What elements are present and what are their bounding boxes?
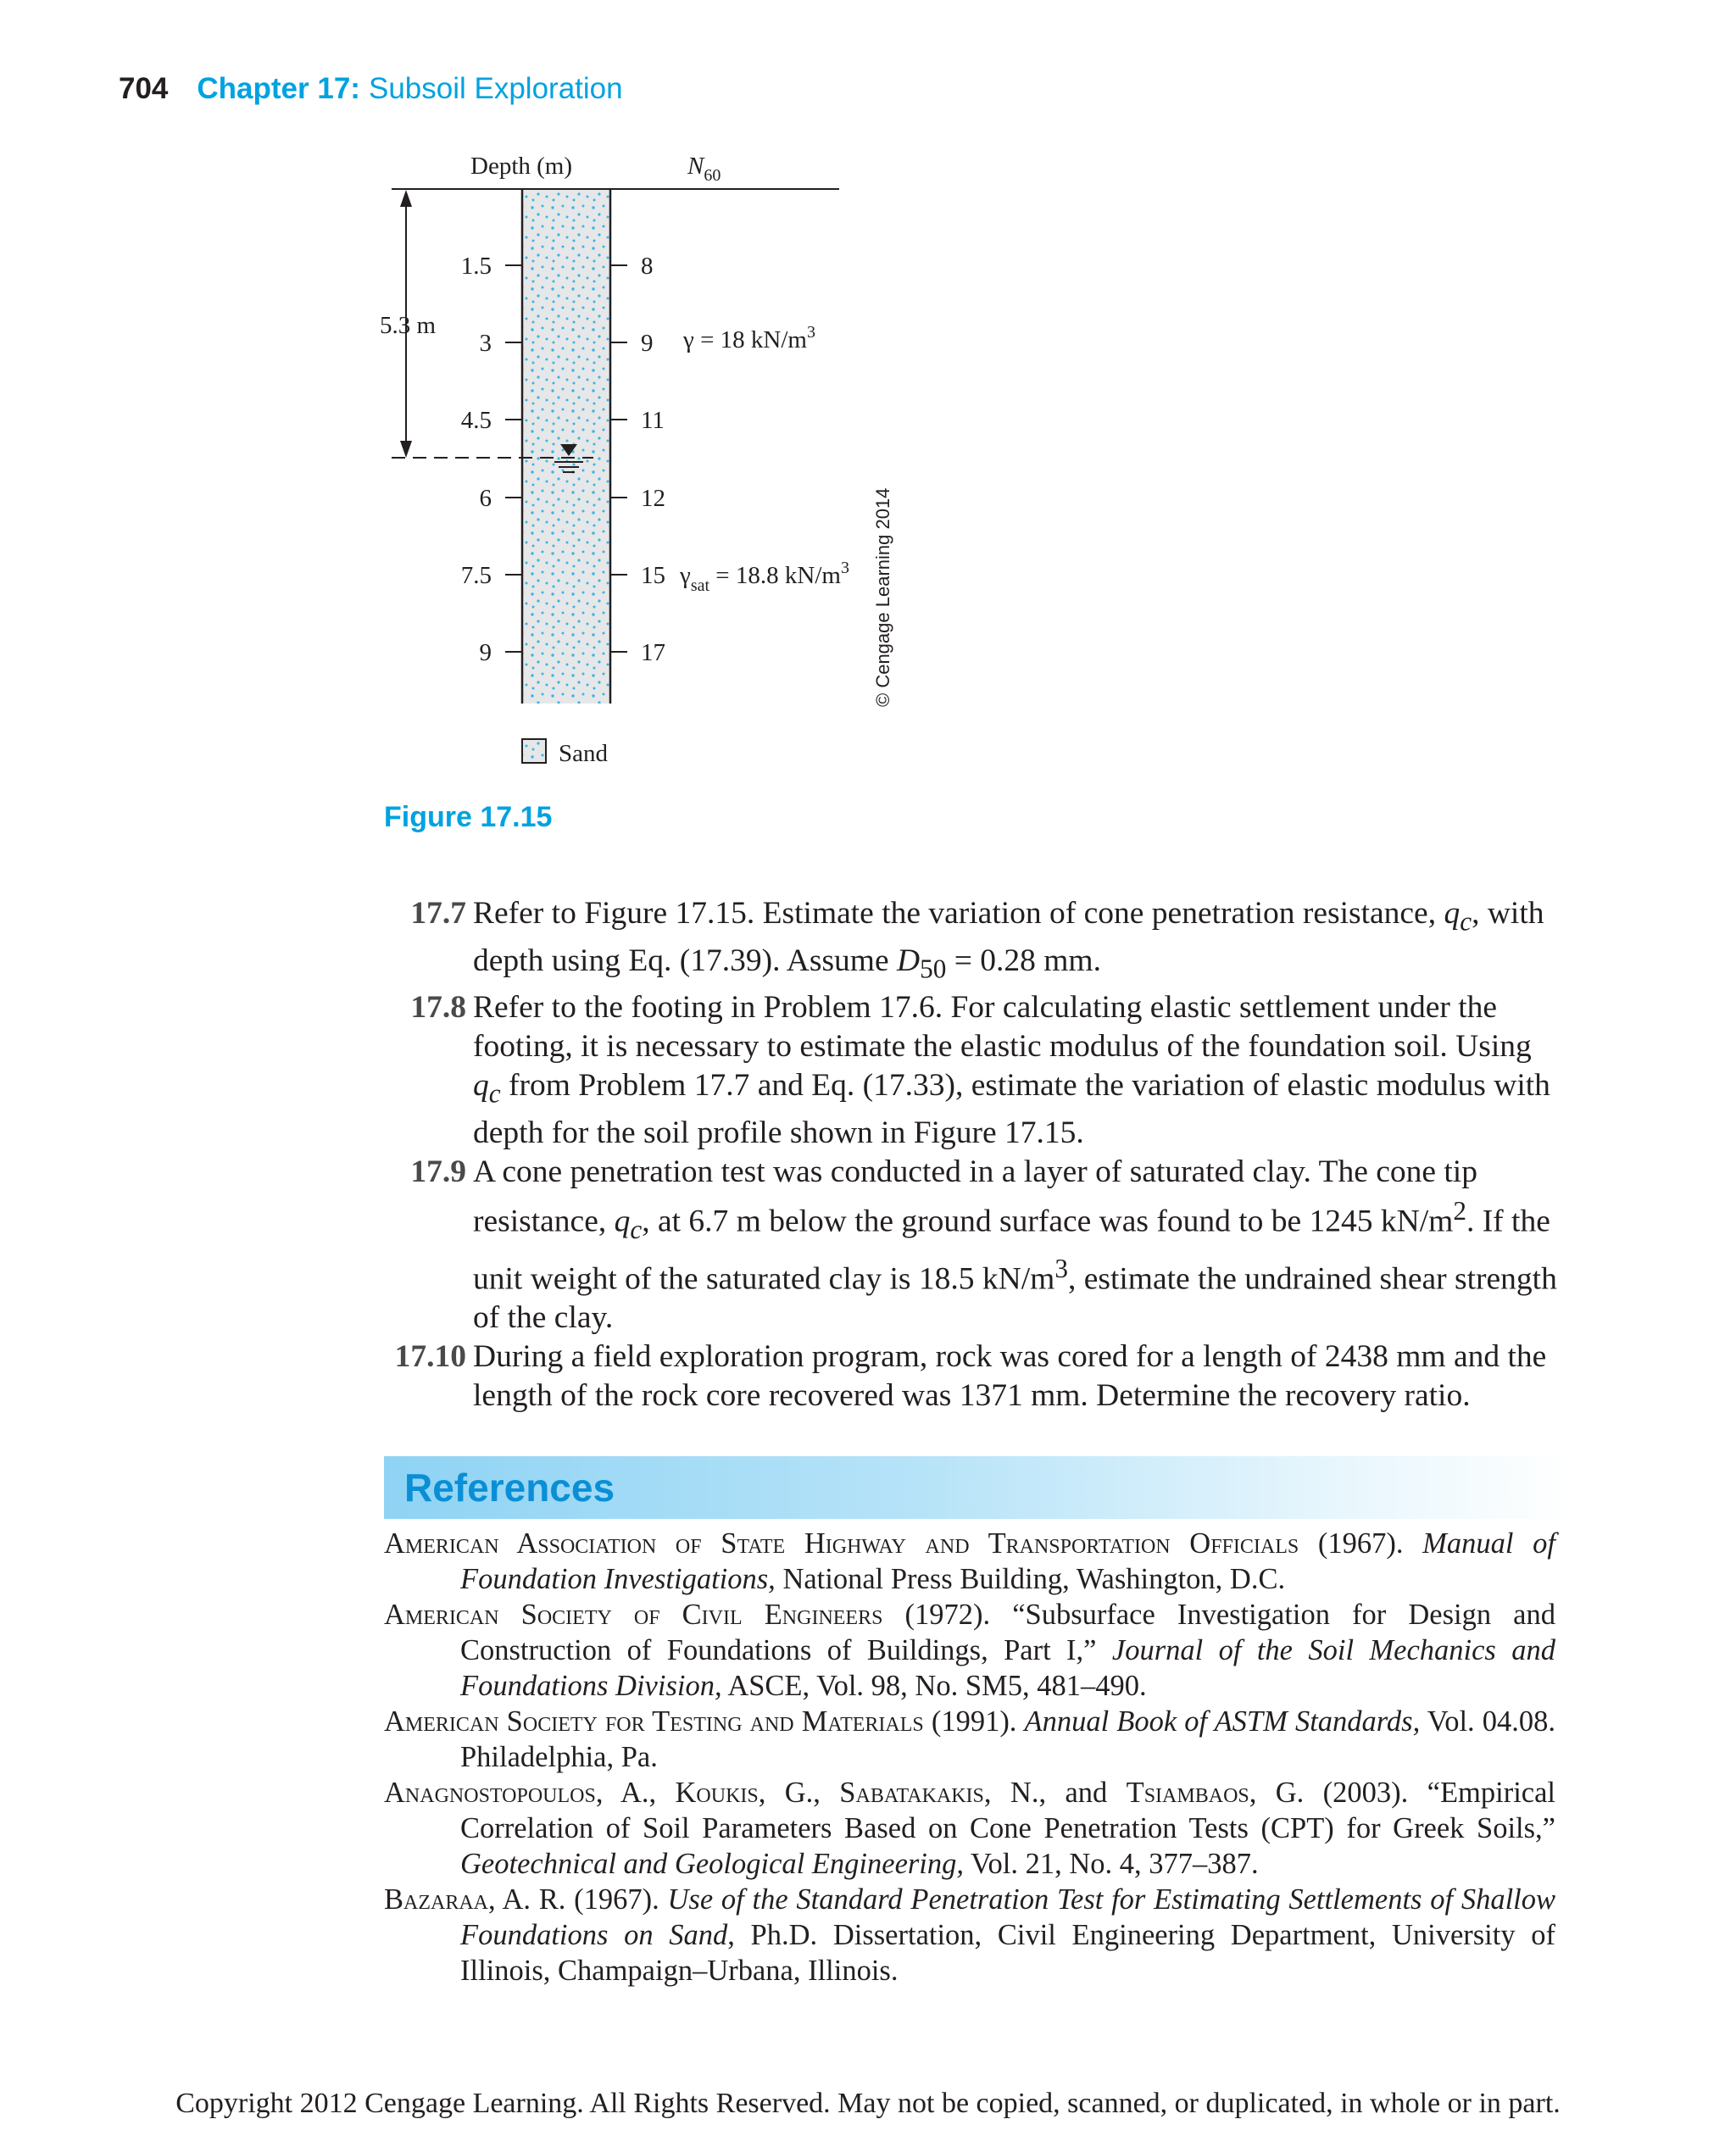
depth-tick-label: 3 (479, 330, 492, 357)
chapter-title: Subsoil Exploration (368, 72, 623, 105)
problem-item (390, 1153, 1560, 1338)
reference-entry: Anagnostopoulos, A., Koukis, G., Sabatakakis, N., and Tsiambaos, G. (2003). “Empirical Correlation of Soil Parameters Based on Cone Penetration Tests (CPT) for Greek Soils,” Geotechnical and Geological Engineering, Vol. 21, No. 4, 377–387. (384, 1777, 1555, 1880)
problems-list (390, 894, 1560, 1416)
problem-text: During a field exploration program, rock was cored for a length of 2438 mm and the length of the rock core recovered was 1371 mm. Determine the recovery ratio. (473, 1339, 1547, 1413)
references-heading: References (404, 1466, 615, 1510)
sand-legend-swatch (522, 739, 546, 763)
depth-tick-label: 7.5 (460, 562, 492, 589)
figure-caption: Figure 17.15 (384, 801, 553, 833)
chapter-label: Chapter 17: (197, 72, 360, 105)
references-heading-bar (384, 1456, 1571, 1519)
reference-entry: Bazaraa, A. R. (1967). Use of the Standard Penetration Test for Estimating Settlements of Shallow Foundations on Sand, Ph.D. Dissertation, Civil Engineering Department, University of Illinois, Champaign–Urbana, Illinois. (384, 1883, 1556, 1987)
depth-header: Depth (m) (470, 153, 572, 180)
depth-tick-label: 4.5 (460, 407, 492, 434)
problem-number: 17.10 (394, 1339, 466, 1374)
n60-value: 9 (641, 330, 654, 357)
page-number: 704 (119, 72, 169, 105)
problem-text: A cone penetration test was conducted in a layer of saturated clay. The cone tip resistance, $q_c$, at 6.7 m below the ground surface was found to be 1245 $kN/m^2$. If the unit weight of the saturated clay is 18.5 $kN/m^3$, estimate the undrained shear strength of the clay. (473, 1154, 1557, 1335)
n60-value: 11 (641, 407, 665, 434)
copyright-footer: Copyright 2012 Cengage Learning. All Rights Reserved. May not be copied, scanned, or duplicated, in whole or in part. (175, 2088, 1561, 2119)
n60-value: 17 (641, 639, 665, 666)
problem-number: 17.9 (410, 1154, 466, 1189)
problem-text: Refer to Figure 17.15. Estimate the variation of cone penetration resistance, $q_c$, with depth using Eq. (17.39). Assume $D_{50} = 0.28$ mm. (473, 896, 1544, 983)
references-list (384, 1526, 1555, 1988)
n60-header: $N_{60}$ (687, 153, 721, 185)
dimension-label: 5.3 m (380, 312, 437, 339)
n60-value: 8 (641, 253, 654, 280)
gamma-label: γ = 18 $kN/m^3$ (683, 323, 815, 353)
n60-value: 12 (641, 485, 665, 512)
problem-number: 17.8 (410, 990, 466, 1025)
reference-entry: American Society of Civil Engineers (1972). “Subsurface Investigation for Design and Construction of Foundations of Buildings, Part I,” Journal of the Soil Mechanics and Foundations Division, ASCE, Vol. 98, No. SM5, 481–490. (384, 1599, 1555, 1702)
figure-credit: © Cengage Learning 2014 (872, 487, 893, 707)
reference-entry: American Society for Testing and Materials (1991). Annual Book of ASTM Standards, Vol. 04.08. Philadelphia, Pa. (384, 1705, 1556, 1773)
problem-item (390, 1338, 1560, 1416)
n60-value: 15 (641, 562, 665, 589)
gamma-sat-label: $\gamma_{sat} = 18.8$ $kN/m^3$ (680, 559, 849, 595)
soil-profile-figure (0, 0, 1736, 814)
depth-tick-label: 9 (479, 639, 492, 666)
sand-legend-label: Sand (559, 740, 608, 767)
problem-item (390, 988, 1560, 1153)
n60-ticks (610, 265, 627, 652)
problem-item (390, 894, 1560, 988)
depth-tick-label: 6 (479, 485, 492, 512)
problem-number: 17.7 (410, 896, 466, 931)
problem-text: Refer to the footing in Problem 17.6. For calculating elastic settlement under the footing, it is necessary to estimate the elastic modulus of the foundation soil. Using $q_c$ from Problem 17.7 and Eq. (17.33), estimate the variation of elastic modulus with depth for the soil profile shown in Figure 17.15. (473, 990, 1550, 1150)
depth-tick-label: 1.5 (460, 253, 492, 280)
reference-entry: American Association of State Highway and Transportation Officials (1967). Manual of Foundation Investigations, National Press Building, Washington, D.C. (384, 1527, 1555, 1595)
